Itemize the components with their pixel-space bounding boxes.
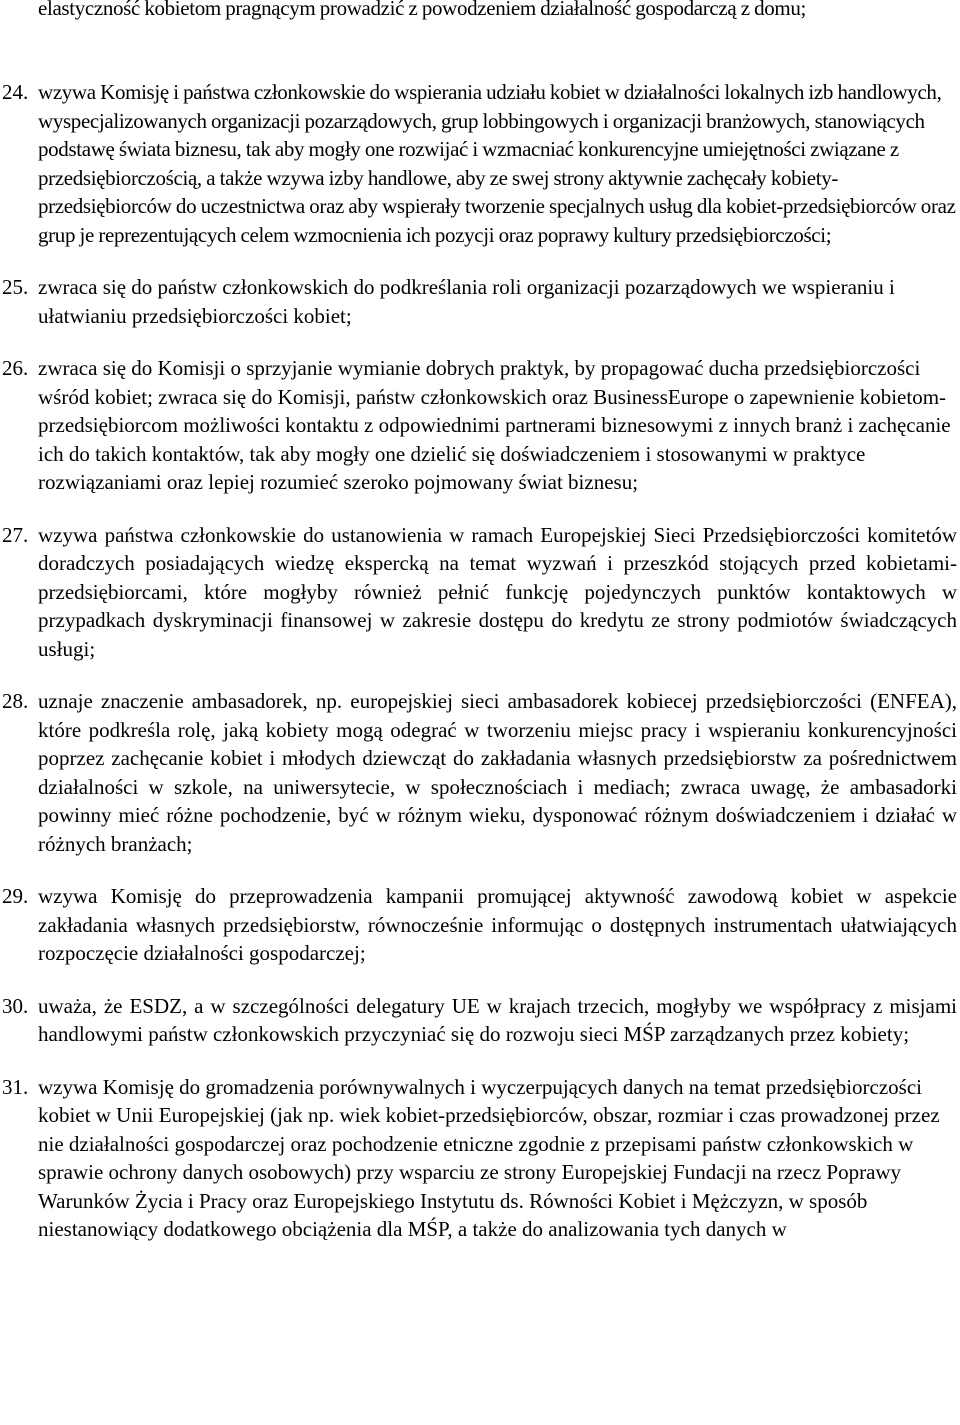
- numbered-list: [0, 78, 960, 1268]
- list-item-31: [0, 1073, 957, 1244]
- item-text: uważa, że ESDZ, a w szczególności delegatury UE w krajach trzecich, mogłyby we współpracy z misjami handlowymi państw członkowskich przyczyniać się do rozwoju sieci MŚP zarządzanych przez kobiety;: [38, 993, 957, 1046]
- list-item-27: [0, 521, 957, 664]
- item-text: zwraca się do Komisji o sprzyjanie wymianie dobrych praktyk, by propagować ducha przedsiębiorczości wśród kobiet; zwraca się do Komisji, państw członkowskich oraz BusinessEurope o zapewnienie kobietom-przedsiębiorcom możliwości kontaktu z odpowiednimi partnerami biznesowymi z innych branż i zachęcanie ich do takich kontaktów, tak aby mogły one dzielić się doświadczeniem i stosowanymi w praktyce rozwiązaniami oraz lepiej rozumieć szeroko pojmowany świat biznesu;: [38, 356, 951, 494]
- item-number: 24.: [2, 80, 29, 104]
- list-item-25: [0, 273, 957, 330]
- item-text: wzywa państwa członkowskie do ustanowienia w ramach Europejskiej Sieci Przedsiębiorczości komitetów doradczych posiadających wiedzę ekspercką na temat wyzwań i przeszkód stojących przed kobietami-przedsiębiorcami, które mogłyby również pełnić funkcję pojedynczych punktów kontaktowych w przypadkach dyskryminacji finansowej w zakresie dostępu do kredytu ze strony podmiotów świadczących usługi;: [38, 522, 957, 661]
- list-item-29: [0, 882, 957, 968]
- list-item-30: [0, 992, 957, 1049]
- list-item-24: [0, 78, 957, 249]
- item-number: 25.: [2, 275, 29, 299]
- list-item-26: [0, 354, 957, 497]
- item-text: wzywa Komisję i państwa członkowskie do wspierania udziału kobiet w działalności lokalnych izb handlowych, wyspecjalizowanych organizacji pozarządowych, grup lobbingowych i organizacji branżowych, stanowiących podstawę świata biznesu, tak aby mogły one rozwijać i wzmacniać konkurencyjne umiejętności związane z przedsiębiorczością, a także wzywa izby handlowe, aby ze swej strony aktywnie zachęcały kobiety-przedsiębiorców do uczestnictwa oraz aby wspierały tworzenie specjalnych usług dla kobiet-przedsiębiorców oraz grup je reprezentujących celem wzmocnienia ich pozycji oraz poprawy kultury przedsiębiorczości;: [38, 80, 956, 247]
- item-text: wzywa Komisję do przeprowadzenia kampanii promującej aktywność zawodową kobiet w aspekcie zakładania własnych przedsiębiorstw, równocześnie informując o dostępnych instrumentach ułatwiających rozpoczęcie działalności gospodarczej;: [38, 884, 957, 965]
- item-number: 27.: [2, 522, 29, 547]
- item-number: 30.: [2, 993, 29, 1018]
- item-text: wzywa Komisję do gromadzenia porównywalnych i wyczerpujących danych na temat przedsiębiorczości kobiet w Unii Europejskiej (jak np. wiek kobiet-przedsiębiorców, obszar, rozmiar i czas prowadzonej przez nie działalności gospodarczej oraz pochodzenie etniczne zgodnie z przepisami państw członkowskich w sprawie ochrony danych osobowych) przy wsparciu ze strony Europejskiej Fundacji na rzecz Poprawy Warunków Życia i Pracy oraz Europejskiego Instytutu ds. Równości Kobiet i Mężczyzn, w sposób niestanowiący dodatkowego obciążenia dla MŚP, a także do analizowania tych danych w: [38, 1074, 940, 1241]
- item-number: 31.: [2, 1074, 29, 1099]
- item-text: zwraca się do państw członkowskich do podkreślania roli organizacji pozarządowych we wspieraniu i ułatwianiu przedsiębiorczości kobiet;: [38, 275, 895, 328]
- intro-paragraph: elastyczność kobietom pragnącym prowadzić z powodzeniem działalność gospodarczą z domu;: [38, 0, 807, 20]
- item-text: uznaje znaczenie ambasadorek, np. europejskiej sieci ambasadorek kobiecej przedsiębiorczości (ENFEA), które podkreśla rolę, jaką kobiety mogą odegrać w tworzeniu miejsc pracy i wspieraniu konkurencyjności poprzez zachęcanie kobiet i młodych dziewcząt do zakładania własnych przedsiębiorstw za pośrednictwem działalności w szkole, na uniwersytecie, w społecznościach i mediach; zwraca uwagę, że ambasadorki powinny mieć różne pochodzenie, być w różnym wieku, dysponować różnym doświadczeniem i działać w różnych branżach;: [38, 689, 957, 856]
- item-number: 28.: [2, 689, 29, 713]
- list-item-28: [0, 687, 957, 858]
- item-number: 29.: [2, 884, 29, 908]
- item-number: 26.: [2, 356, 29, 380]
